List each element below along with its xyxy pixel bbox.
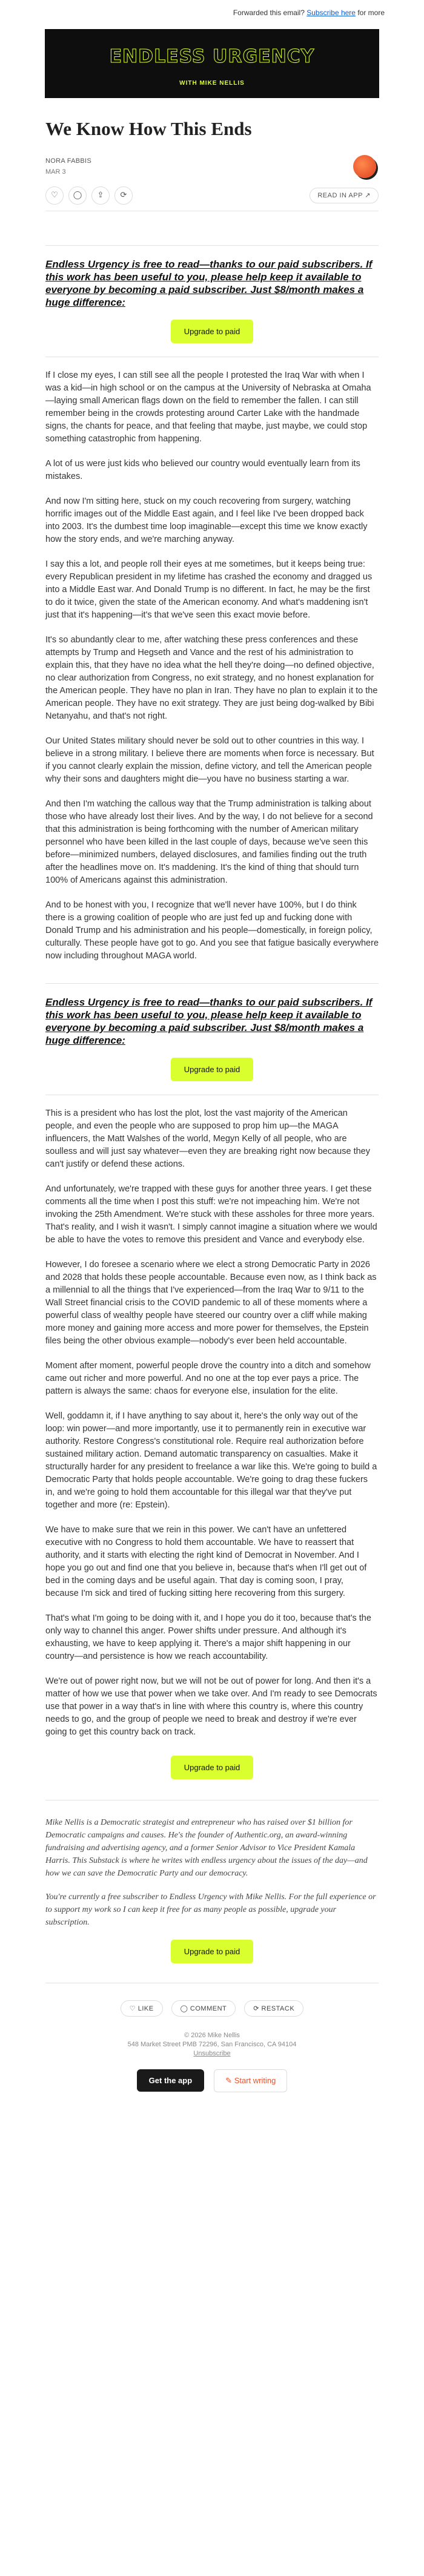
paragraph: We have to make sure that we rein in this power. We can't have an unfettered executive with no Congress to hold them accountable. We have to reassert that authority, and it starts with electing the right kind of Democrat in November. And I hope you go out and find one that you believe in, because that's when I'll get out of bed in the coming days and be useful again. That day is coming soon, I pray, because I'm sick and tired of fucking sitting here recovering from this surgery. [45,1525,367,1598]
post-date: MAR 3 [45,168,66,176]
restack-button[interactable]: ⟳ RESTACK [244,2000,303,2017]
publication-banner[interactable] [45,29,379,98]
paragraph: However, I do foresee a scenario where we elect a strong Democratic Party in 2026 and 2028 that holds these people accountable. Because even now, as I think back as a millennial to all the things that I've experienced—from the Iraq War to 9/11 to the Wall Street financial crisis to the COVID pandemic to all of these moments where a powerful class of wealthy people have steered our country over a cliff while making more money and gaining more access and more power for themselves, the Epstein files being the other obvious example—nobody's ever been held accountable. [45,1260,377,1346]
paid-cta-top [45,245,379,357]
forwarded-text: Forwarded this email? [233,8,305,17]
paragraph: And now I'm sitting here, stuck on my couch recovering from surgery, watching horrific images out of the Middle East again, and I feel like I've been dropped back into 2003. It's the dumbest time loop imaginable—except this time we know exactly how the story ends, and we're marching anyway. [45,496,368,544]
cta-text[interactable]: Endless Urgency is free to read—thanks to our paid subscribers. If this work has been useful to you, please help keep it available to everyone by becoming a paid subscriber. Just $8/month makes a huge difference: [45,996,373,1046]
pen-icon: ✎ [225,2076,234,2085]
restack-icon[interactable]: ⟳ [114,186,133,205]
upgrade-button[interactable]: Upgrade to paid [171,1940,254,1963]
banner-subtitle: WITH MIKE NELLIS [179,80,245,87]
post-content [45,98,379,2110]
heart-icon[interactable]: ♡ [45,186,64,205]
paragraph: And then I'm watching the callous way that the Trump administration is talking about those who have already lost their lives. And by the way, I do not believe for a second that this administration is being forthcoming with the number of American military personnel who have been killed in the last couple of days, because we've seen this before—minimized numbers, delayed disclosures, and families finding out the truth after the headlines move on. It's maddening. It's the kind of thing that should turn 100% of Americans against this administration. [45,799,373,885]
address: 548 Market Street PMB 72296, San Francisco, CA 94104 [127,2041,297,2048]
paragraph: I say this a lot, and people roll their eyes at me sometimes, but it keeps being true: every Republican president in my lifetime has crashed the economy and dragged us into a Middle East war. And Donald Trump is no different. In fact, he may be the first to do it twice, given the state of the American economy. And what's maddening isn't just that it's happening—it's that we've seen this exact movie before. [45,559,373,620]
paragraph: Well, goddamn it, if I have anything to say about it, here's the only way out of the loop: win power—and more importantly, use it to permanently rein in executive war authority. Restore Congress's constitutional role. Require real authorization before sustained military action. Demand automatic transparency on casualties. Make it structurally harder for any president to freelance a war like this. We're going to build a Democratic Party that holds people accountable. We're going to drag these fuckers in, and we're going to hold them accountable for this illegal war that they've put together and more (re: Epstein). [45,1411,377,1510]
subscription-note: You're currently a free subscriber to Endless Urgency with Mike Nellis. For the full experience or to support my work so I can keep it free for as many people as possible, upgrade your subscription. [45,1892,376,1927]
comment-button[interactable]: ◯ COMMENT [171,2000,236,2017]
article-body-a [45,369,379,963]
email-footer [45,2031,379,2058]
upgrade-button[interactable]: Upgrade to paid [171,320,254,343]
author-bio [45,1800,379,1963]
comment-icon[interactable]: ◯ [68,186,87,205]
paragraph: It's so abundantly clear to me, after watching these press conferences and these attempts by Trump and Hegseth and Vance and the rest of his administration to explain this, that they have no idea what the hell they're doing—no defined objective, no clear authorization from Congress, no exit strategy, and no honest explanation for the American people. They have no plan in Iran. They have no plan to explain it to the American people. They have no exit strategy. They are just being dog-walked by Bibi Netanyahu, and that's not right. [45,635,378,721]
unsubscribe-link[interactable]: Unsubscribe [193,2050,231,2057]
paragraph: If I close my eyes, I can still see all the people I protested the Iraq War with when I was a kid—in high school or on the campus at the University of Nebraska at Omaha—laying small American flags down on the field to remember the fallen. I can still remember being in the crowds protesting around Carter Lake with the handmade signs, the chants for peace, and that feeling that maybe, just maybe, we could stop something catastrophic from happening. [45,371,371,444]
paragraph: We're out of power right now, but we will not be out of power for long. And then it's a matter of how we use that power when we take over. And I'm ready to see Democrats use that power in a way that's in line with where this country is, where this country needs to go, and the group of people we need to break and destroy if we're ever going to get this country back on track. [45,1676,377,1737]
paid-cta-middle [45,983,379,1095]
paragraph: This is a president who has lost the plot, lost the vast majority of the American people, and even the people who are supposed to prop him up—the MAGA influencers, the Matt Walshes of the world, Megyn Kelly of all people, who are soulless and will just say whatever—even they are breaking right now because they can't justify or defend these actions. [45,1108,370,1169]
cta-text[interactable]: Endless Urgency is free to read—thanks to our paid subscribers. If this work has been useful to you, please help keep it available to everyone by becoming a paid subscriber. Just $8/month makes a huge difference: [45,259,373,308]
paragraph: Moment after moment, powerful people drove the country into a ditch and somehow came out richer and more powerful. And no one at the top ever pays a price. The pattern is always the same: chaos for everyone else, insulation for the elite. [45,1361,371,1396]
article-body-b [45,1107,379,1739]
banner-title: ENDLESS URGENCY [109,46,315,67]
like-button[interactable]: ♡ LIKE [121,2000,163,2017]
author-row [45,147,379,180]
get-app-button[interactable]: Get the app [137,2069,205,2092]
post-title[interactable]: We Know How This Ends [45,118,252,139]
share-icon[interactable]: ⇪ [91,186,110,205]
author-name[interactable]: NORA FABBIS [45,157,92,165]
subscribe-link[interactable]: Subscribe here [306,8,356,17]
upgrade-button[interactable]: Upgrade to paid [171,1058,254,1081]
paragraph: A lot of us were just kids who believed our country would eventually learn from its mistakes. [45,459,360,481]
bio-paragraph: Mike Nellis is a Democratic strategist and entrepreneur who has raised over $1 billion for Democratic campaigns and causes. He's the founder of Authentic.org, an award-winning fundraising and advertising agency, and a former Senior Advisor to Vice President Kamala Harris. This Substack is where he writes with endless urgency about the issues of the day—and how we can save the Democratic Party and our democracy. [45,1818,368,1878]
start-writing-label: Start writing [234,2076,276,2085]
paragraph: And to be honest with you, I recognize that we'll never have 100%, but I do think there is a growing coalition of people who are just fed up and fucking done with Donald Trump and his administration and his people—domestically, in foreign policy, culturally. These people have got to go. And you see that fatigue basically everywhere now including throughout MAGA world. [45,900,379,961]
action-bar [45,184,379,211]
author-avatar[interactable] [353,155,376,178]
footer-actions [45,1983,379,2017]
bottom-buttons [45,2069,379,2110]
start-writing-button[interactable] [214,2069,287,2092]
forward-notice [0,0,424,22]
paragraph: Our United States military should never be sold out to other countries in this way. I believe in a strong military. I believe there are moments when force is necessary. But if you cannot clearly explain the mission, define victory, and tell the American people why their sons and daughters might die—you have no business starting a war. [45,736,374,784]
read-in-app-button[interactable]: READ IN APP ↗ [310,188,379,203]
for-more-text: for more [357,8,385,17]
paragraph: And unfortunately, we're trapped with these guys for another three years. I get these comments all the time when I post this stuff: we're not impeaching him. We're not invoking the 25th Amendment. We're stuck with these assholes for three more years. That's reality, and I wish it wasn't. I simply cannot imagine a situation where we would be able to have the votes to remove this president and Vance and everybody else. [45,1184,377,1245]
paragraph: That's what I'm going to be doing with it, and I hope you do it too, because that's the only way to channel this anger. Power shifts under pressure. And although it's exhausting, we have to keep applying it. There's a major shift happening in our country—and persistence is how we reach accountability. [45,1613,371,1661]
upgrade-button[interactable]: Upgrade to paid [171,1756,254,1779]
copyright: © 2026 Mike Nellis [184,2032,240,2039]
